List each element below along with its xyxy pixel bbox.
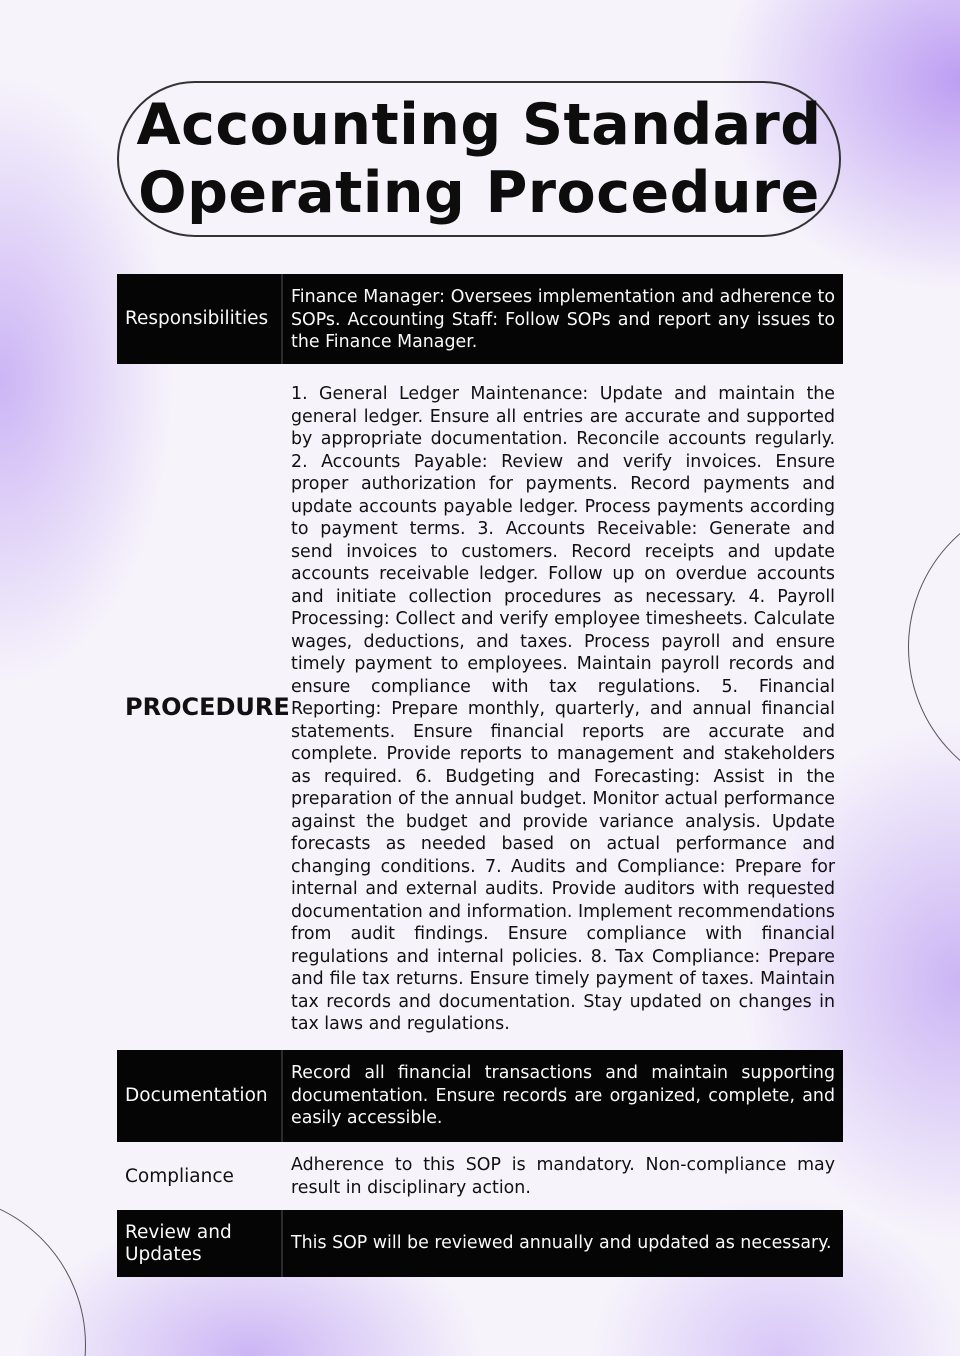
compliance-text: Adherence to this SOP is mandatory. Non-compliance may result in disciplinary action.: [291, 1155, 835, 1198]
row-compliance: [117, 1142, 843, 1210]
documentation-label: Documentation: [117, 1050, 283, 1142]
procedure-text: 1. General Ledger Maintenance: Update and maintain the general ledger. Ensure all entries are accurate and supported by appropriate documentation. Reconcile accounts regularly. 2. Accounts Payable: Review and verify invoices. Ensure proper authorization for payments. Record payments and update accounts payable ledger. Process payments according to payment terms. 3. Accounts Receivable: Generate and send invoices to customers. Record receipts and update accounts receivable ledger. Follow up on overdue accounts and initiate collection procedures as necessary. 4. Payroll Processing: Collect and verify employee timesheets. Calculate wages, deductions, and taxes. Process payroll and ensure timely payment to employees. Maintain payroll records and ensure compliance with tax regulations. 5. Financial Reporting: Prepare monthly, quarterly, and annual financial statements. Ensure financial reports are accurate and complete. Provide reports to management and stakeholders as required. 6. Budgeting and Forecasting: Assist in the preparation of the annual budget. Monitor actual performance against the budget and provide variance analysis. Update forecasts as needed based on actual performance and changing conditions. 7. Audits and Compliance: Prepare for internal and external audits. Provide auditors with requested documentation and information. Implement recommendations from audit findings. Ensure compliance with financial regulations and internal policies. 8. Tax Compliance: Prepare and file tax returns. Ensure timely payment of taxes. Maintain tax records and documentation. Stay updated on changes in tax laws and regulations.: [291, 384, 835, 1034]
sop-table: [117, 274, 843, 1277]
compliance-label: Compliance: [125, 1166, 234, 1187]
row-procedure: [117, 380, 843, 1034]
page-title: [136, 91, 821, 227]
review-text: This SOP will be reviewed annually and updated as necessary.: [283, 1210, 843, 1277]
title-line-2: Operating Procedure: [138, 160, 820, 226]
responsibilities-label: Responsibilities: [117, 274, 283, 364]
title-line-1: Accounting Standard: [136, 92, 822, 158]
documentation-text: Record all financial transactions and maintain supporting documentation. Ensure records are organized, complete, and easily accessible.: [283, 1050, 843, 1142]
row-review-and-updates: [117, 1210, 843, 1277]
review-label: Review and Updates: [117, 1210, 283, 1277]
row-responsibilities: [117, 274, 843, 364]
decorative-circle-right: [908, 496, 960, 798]
row-documentation: [117, 1050, 843, 1142]
procedure-label: PROCEDURE: [125, 693, 290, 721]
responsibilities-text: Finance Manager: Oversees implementation and adherence to SOPs. Accounting Staff: Follow SOPs and report any issues to the Finance Manager.: [283, 274, 843, 364]
decorative-circle-left: [0, 1194, 86, 1356]
title-banner: [117, 81, 841, 237]
